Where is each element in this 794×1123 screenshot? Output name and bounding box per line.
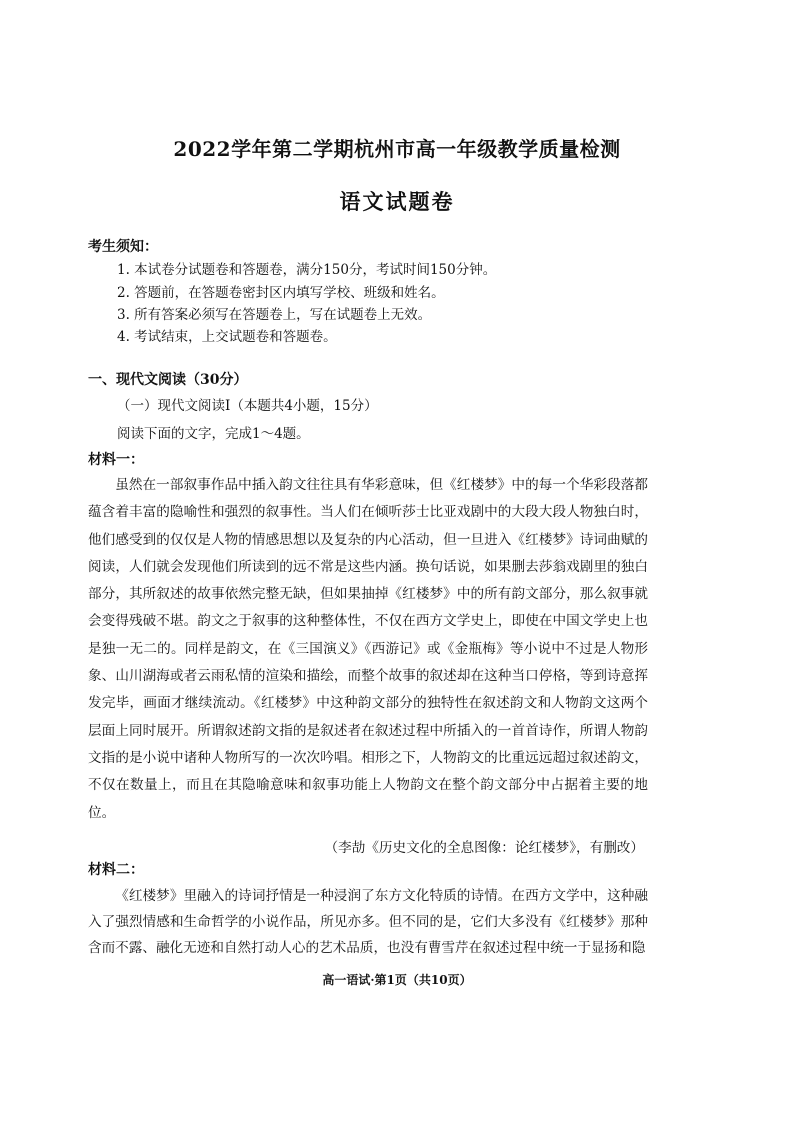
section-heading: 一、现代文阅读（30分） — [88, 372, 248, 388]
notice-heading: 考生须知： — [88, 239, 158, 255]
section-sub-heading: （一）现代文阅读Ⅰ（本题共4小题，15分） — [117, 398, 378, 414]
exam-subtitle: 语文试题卷 — [339, 189, 455, 214]
material1-text: 虽然在一部叙事作品中插入韵文往往具有华彩意味，但《红楼梦》中的每一个华彩段落都蕴含着丰富的隐喻性和强烈的叙事性。当人们在倾听莎士比亚戏剧中的大段大段人物独白时，他们感受到的仅仅是人物的情感思想以及复杂的内心活动，但一旦进入《红楼梦》诗词曲赋的阅读，人们就会发现他们所读到的远不常是这些内涵。换句话说，如果删去莎翁戏剧里的独白部分，其所叙述的故事依然完整无缺，但如果抽掉《红楼梦》中的所有韵文部分，那么叙事就会变得残破不堪。韵文之于叙事的这种整体性，不仅在西方文学史上，即使在中国文学史上也是独一无二的。同样是韵文，在《三国演义》《西游记》或《金瓶梅》等小说中不过是人物形象、山川湖海或者云雨私情的渲染和描绘，而整个故事的叙述却在这种当口停格，等到诗意挥发完毕，画面才继续流动。《红楼梦》中这种韵文部分的独特性在叙述韵文和人物韵文这两个层面上同时展开。所谓叙述韵文指的是叙述者在叙述过程中所插入的一首首诗作，所谓人物韵文指的是小说中诸种人物所写的一次次吟唱。相形之下，人物韵文的比重远远超过叙述韵文，不仅在数量上，而且在其隐喻意味和叙事功能上人物韵文在整个韵文部分中占据着主要的地位。 — [88, 477, 648, 821]
material2-label: 材料二： — [88, 862, 144, 878]
notice-item: 1. 本试卷分试题卷和答题卷，满分150分，考试时间150分钟。 — [117, 262, 497, 278]
exam-title: 2022学年第二学期杭州市高一年级教学质量检测 — [173, 137, 621, 161]
notice-item: 2. 答题前，在答题卷密封区内填写学校、班级和姓名。 — [117, 285, 445, 301]
material1-source: （李劼《历史文化的全息图像：论红楼梦》，有删改） — [324, 840, 644, 856]
reading-instruction: 阅读下面的文字，完成1～4题。 — [117, 426, 310, 442]
notice-item: 3. 所有答案必须写在答题卷上，写在试题卷上无效。 — [117, 307, 432, 323]
material2-text: 《红楼梦》里融入的诗词抒情是一种浸润了东方文化特质的诗情。在西方文学中，这种融入了强烈情感和生命哲学的小说作品，所见亦多。但不同的是，它们大多没有《红楼梦》那种含而不露、融化无迹和自然打动人心的艺术品质，也没有曹雪芹在叙述过程中统一于显扬和隐 — [88, 888, 648, 956]
material1-label: 材料一： — [88, 452, 144, 468]
notice-item: 4. 考试结束，上交试题卷和答题卷。 — [117, 329, 337, 345]
page-footer: 高一语试·第1页（共10页） — [322, 973, 472, 987]
